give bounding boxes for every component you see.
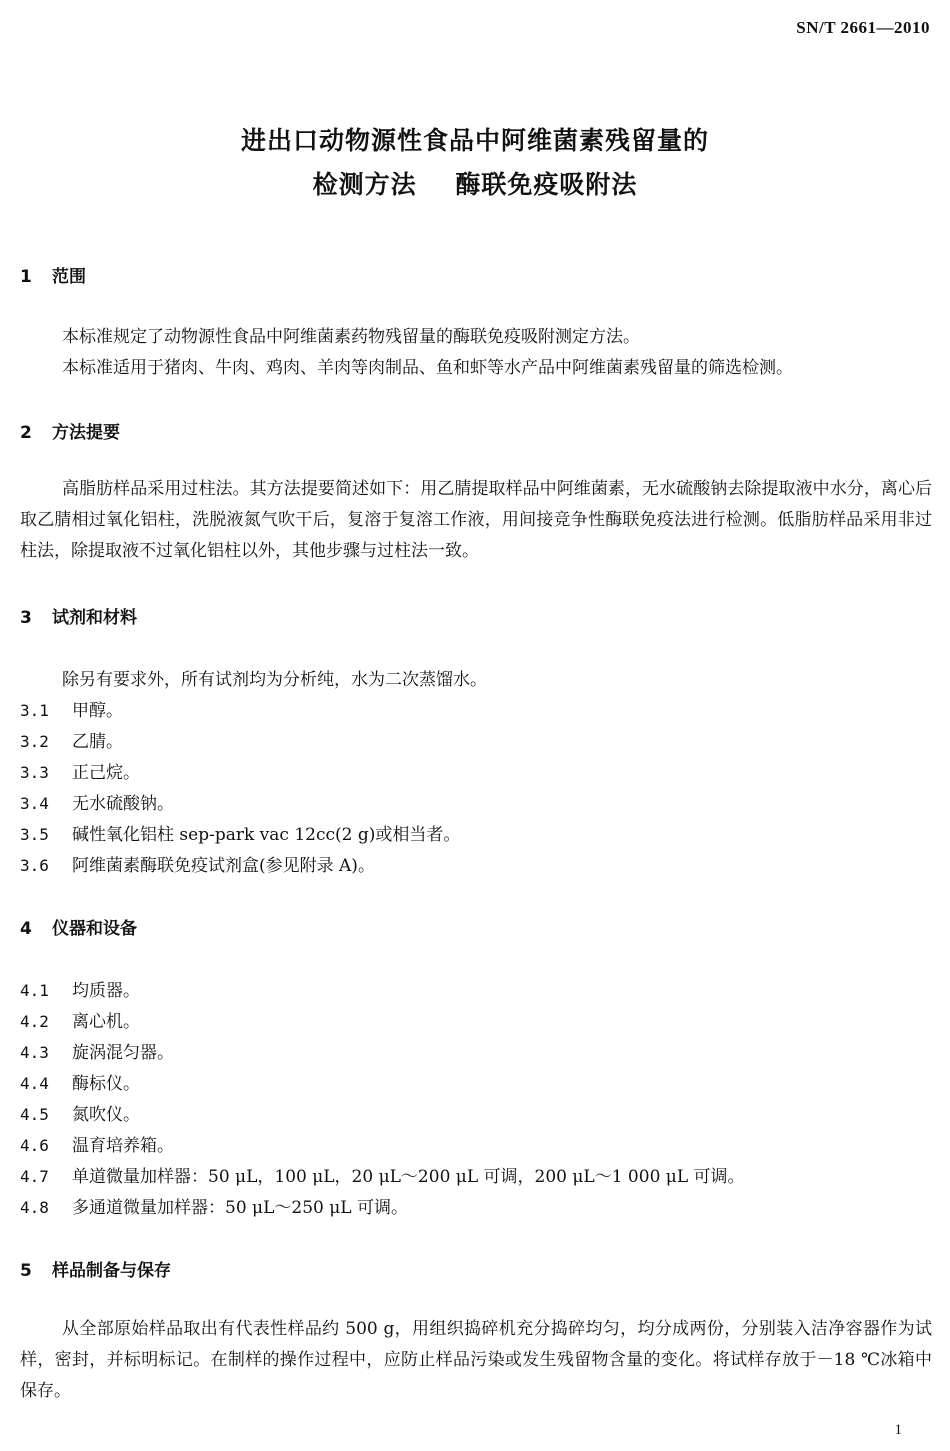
item-number: 4.2 — [20, 1012, 49, 1031]
item-text: 温育培养箱。 — [72, 1136, 174, 1156]
item-text: 单道微量加样器：50 μL，100 μL，20 μL～200 μL 可调，200 μL～1 000 μL 可调。 — [72, 1167, 745, 1187]
section-3-intro: 除另有要求外，所有试剂均为分析纯，水为二次蒸馏水。 — [62, 670, 487, 690]
item-number: 3.4 — [20, 794, 49, 813]
item-text: 无水硫酸钠。 — [72, 794, 174, 814]
section-title: 范围 — [52, 267, 86, 287]
section-1-line-1: 本标准规定了动物源性食品中阿维菌素药物残留量的酶联免疫吸附测定方法。 — [62, 327, 640, 347]
item-number: 4.6 — [20, 1136, 49, 1155]
section-5-heading — [20, 1256, 171, 1281]
item-text: 多通道微量加样器：50 μL～250 μL 可调。 — [72, 1198, 408, 1218]
section-1-heading — [20, 262, 86, 287]
item-text: 甲醇。 — [72, 701, 123, 721]
section-3-heading — [20, 603, 137, 628]
item-text: 离心机。 — [72, 1012, 140, 1032]
item-number: 4.4 — [20, 1074, 49, 1093]
page-number: 1 — [894, 1422, 902, 1438]
section-title: 方法提要 — [52, 423, 120, 443]
standard-code: SN/T 2661—2010 — [796, 18, 930, 37]
list-item — [20, 1131, 174, 1156]
list-item — [20, 1162, 745, 1187]
item-number: 3.5 — [20, 825, 49, 844]
list-item — [20, 727, 123, 752]
document-title-line-1: 进出口动物源性食品中阿维菌素残留量的 — [240, 126, 709, 155]
item-text: 酶标仪。 — [72, 1074, 140, 1094]
list-item — [20, 1007, 140, 1032]
list-item — [20, 789, 174, 814]
section-title: 样品制备与保存 — [52, 1261, 171, 1281]
item-number: 4.3 — [20, 1043, 49, 1062]
item-text: 均质器。 — [72, 981, 140, 1001]
item-number: 3.3 — [20, 763, 49, 782]
section-4-heading — [20, 914, 137, 939]
item-text: 正己烷。 — [72, 763, 140, 783]
item-text: 碱性氧化铝柱 sep-park vac 12cc(2 g)或相当者。 — [72, 825, 461, 845]
item-number: 4.5 — [20, 1105, 49, 1124]
list-item — [20, 976, 140, 1001]
section-number: 1 — [20, 267, 32, 287]
list-item — [20, 1193, 408, 1218]
item-number: 3.2 — [20, 732, 49, 751]
item-number: 3.6 — [20, 856, 49, 875]
section-2-heading — [20, 418, 120, 443]
item-number: 4.7 — [20, 1167, 49, 1186]
list-item — [20, 1100, 140, 1125]
list-item — [20, 820, 460, 845]
item-text: 氮吹仪。 — [72, 1105, 140, 1125]
section-number: 4 — [20, 919, 32, 939]
section-number: 2 — [20, 423, 32, 443]
item-number: 4.8 — [20, 1198, 49, 1217]
item-number: 3.1 — [20, 701, 49, 720]
section-1-line-2: 本标准适用于猪肉、牛肉、鸡肉、羊肉等肉制品、鱼和虾等水产品中阿维菌素残留量的筛选检测。 — [62, 358, 793, 378]
list-item — [20, 758, 140, 783]
item-text: 阿维菌素酶联免疫试剂盒(参见附录 A)。 — [72, 856, 375, 876]
section-title: 试剂和材料 — [52, 608, 137, 628]
list-item — [20, 1069, 140, 1094]
section-number: 5 — [20, 1261, 32, 1281]
list-item — [20, 1038, 174, 1063]
item-text: 乙腈。 — [72, 732, 123, 752]
document-title-line-2: 检测方法 酶联免疫吸附法 — [312, 170, 638, 199]
section-number: 3 — [20, 608, 32, 628]
section-title: 仪器和设备 — [52, 919, 137, 939]
list-item — [20, 696, 123, 721]
item-text: 旋涡混匀器。 — [72, 1043, 174, 1063]
section-2-paragraph: 高脂肪样品采用过柱法。其方法提要简述如下：用乙腈提取样品中阿维菌素，无水硫酸钠去除提取液中水分，离心后取乙腈相过氧化铝柱，洗脱液氮气吹干后，复溶于复溶工作液，用间接竞争性酶联免疫法进行检测。低脂肪样品采用非过柱法，除提取液不过氧化铝柱以外，其他步骤与过柱法一致。 — [20, 479, 932, 561]
list-item — [20, 851, 375, 876]
item-number: 4.1 — [20, 981, 49, 1000]
section-5-paragraph: 从全部原始样品取出有代表性样品约 500 g，用组织捣碎机充分捣碎均匀，均分成两份，分别装入洁净容器作为试样，密封，并标明标记。在制样的操作过程中，应防止样品污染或发生残留物含量的变化。将试样存放于－18 ℃冰箱中保存。 — [20, 1319, 932, 1401]
